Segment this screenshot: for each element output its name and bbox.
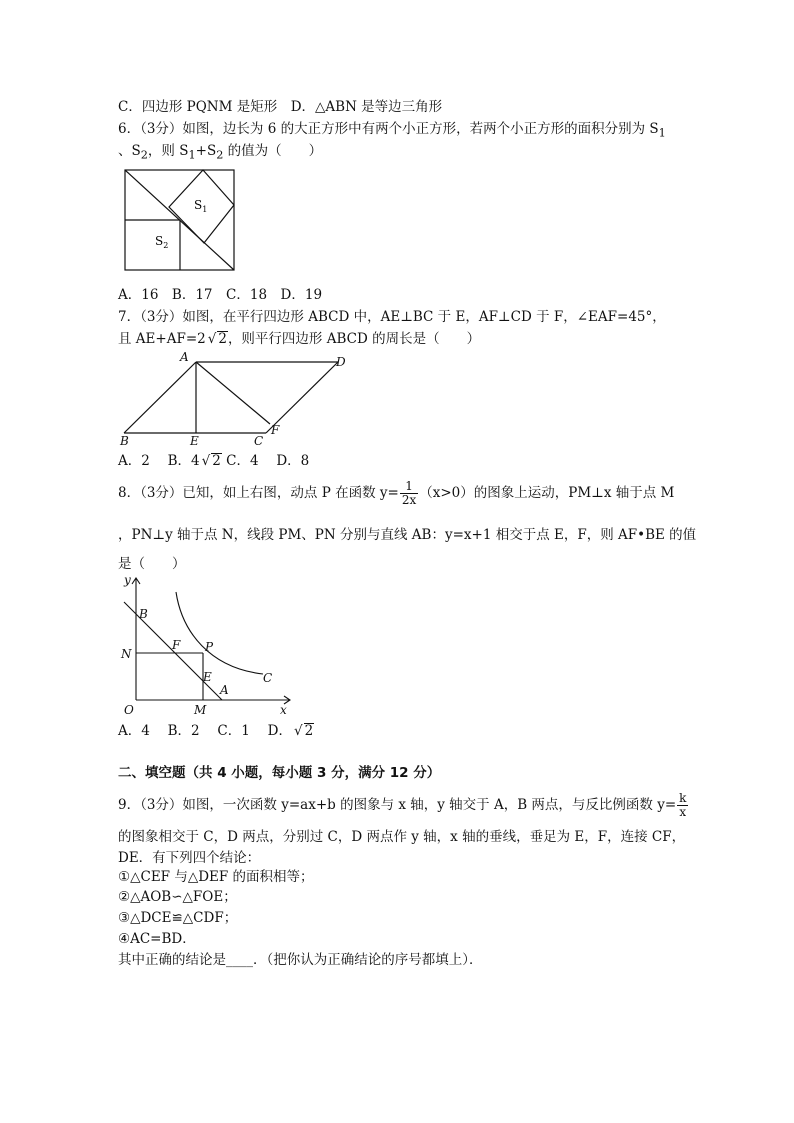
q6-options: A．16 B．17 C．18 D．19	[118, 287, 323, 303]
q8-options	[118, 722, 314, 740]
radicand: 2	[304, 723, 314, 739]
label-b: B	[139, 607, 148, 621]
q8-text: （x>0）的图象上运动，PM⊥x 轴于点 M	[419, 485, 675, 501]
q9-text: 9．（3分）如图，一次函数 y=ax+b 的图象与 x 轴，y 轴交于 A，B 两点，与反比例函数 y=	[118, 797, 677, 813]
label-c: C	[263, 671, 273, 685]
q6-sub: 2	[216, 148, 224, 162]
label-m: M	[194, 703, 207, 717]
section-title: 二、填空题（共 4 小题，每小题 3 分，满分 12 分）	[118, 765, 441, 781]
q6-text: 6．（3分）如图，边长为 6 的大正方形中有两个小正方形，若两个小正方形的面积分别为 S	[118, 121, 659, 137]
q5-options: C．四边形 PQNM 是矩形 D．△ABN 是等边三角形	[118, 99, 443, 115]
label-x: x	[280, 703, 287, 717]
answer-blank[interactable]: ____	[226, 952, 253, 968]
q9-text: 其中正确的结论是	[118, 952, 226, 968]
q7-text: A．2 B．4	[118, 453, 200, 469]
q6-sub: 1	[658, 126, 666, 140]
q9-conclusion-1: ①△CEF 与△DEF 的面积相等；	[118, 869, 314, 885]
q9-text: ．（把你认为正确结论的序号都填上）．	[253, 952, 483, 968]
numerator: k	[679, 791, 687, 805]
q7-text: C．4 D．8	[221, 453, 310, 469]
radicand: 2	[212, 453, 221, 469]
q7-text: 且 AE+AF=2	[118, 331, 206, 347]
label-y: y	[124, 573, 131, 587]
q7-text: ，则平行四边形 ABCD 的周长是（ ）	[227, 331, 481, 347]
label-e: E	[190, 434, 199, 448]
q9-last-line	[118, 951, 483, 969]
label-p: P	[205, 640, 214, 654]
q6-text: +S	[195, 143, 217, 159]
q7-line1: 7．（3分）如图，在平行四边形 ABCD 中，AE⊥BC 于 E，AF⊥CD 于 F，∠EAF=45°，	[118, 309, 666, 325]
label-f: F	[172, 638, 181, 652]
label-s2: $S_2$	[155, 234, 169, 250]
q6-text: 、S	[118, 143, 141, 159]
q9-line2: 的图象相交于 C，D 两点，分别过 C，D 两点作 y 轴，x 轴的垂线，垂足为 E，F，连接 CF，	[118, 829, 686, 845]
q9-conclusion-3: ③△DCE≌△CDF；	[118, 910, 238, 926]
label-d: D	[336, 355, 346, 369]
label-e: E	[203, 670, 212, 684]
label-a: A	[220, 683, 229, 697]
q7-figure	[118, 350, 358, 450]
label-s1: $S_1$	[194, 198, 208, 214]
radical-sign: √	[207, 331, 217, 347]
altitude-af	[196, 362, 270, 424]
curve-c	[176, 592, 263, 674]
q6-line2	[118, 142, 322, 165]
q8-line1	[118, 480, 674, 507]
q6-sub: 1	[188, 148, 196, 162]
q8-text: A．4 B．2 C．1 D．	[118, 723, 292, 739]
q6-text: 的值为（ ）	[223, 143, 323, 159]
radical-sign: √	[201, 453, 211, 469]
q9-line1	[118, 792, 689, 819]
q9-conclusion-4: ④AC=BD．	[118, 931, 196, 947]
fraction	[677, 792, 688, 819]
label-f: F	[271, 423, 280, 437]
q8-text: 8．（3分）已知，如上右图，动点 P 在函数 y=	[118, 485, 399, 501]
radicand: 2	[218, 331, 227, 347]
q6-sub: 2	[140, 148, 148, 162]
q6-line1	[118, 120, 666, 143]
radical-sign: √	[293, 723, 303, 739]
label-c: C	[254, 434, 264, 448]
label-n: N	[121, 647, 132, 661]
denominator: 2x	[401, 493, 417, 507]
denominator: x	[679, 805, 687, 819]
q6-text: ，则 S	[147, 143, 189, 159]
fraction	[400, 480, 418, 507]
label-b: B	[120, 434, 129, 448]
q8-line3: 是（ ）	[118, 556, 186, 572]
q8-line2: ，PN⊥y 轴于点 N，线段 PM、PN 分别与直线 AB：y=x+1 相交于点 E，F，则 AF•BE 的值	[118, 527, 697, 543]
label-a: A	[180, 350, 189, 364]
label-o: O	[124, 703, 134, 717]
q8-figure	[118, 572, 298, 717]
q7-options	[118, 452, 309, 470]
q6-figure	[120, 165, 240, 275]
numerator: 1	[400, 480, 418, 494]
q9-line3: DE．有下列四个结论：	[118, 850, 261, 866]
q9-conclusion-2: ②△AOB∽△FOE；	[118, 889, 237, 905]
q7-line2	[118, 330, 480, 348]
